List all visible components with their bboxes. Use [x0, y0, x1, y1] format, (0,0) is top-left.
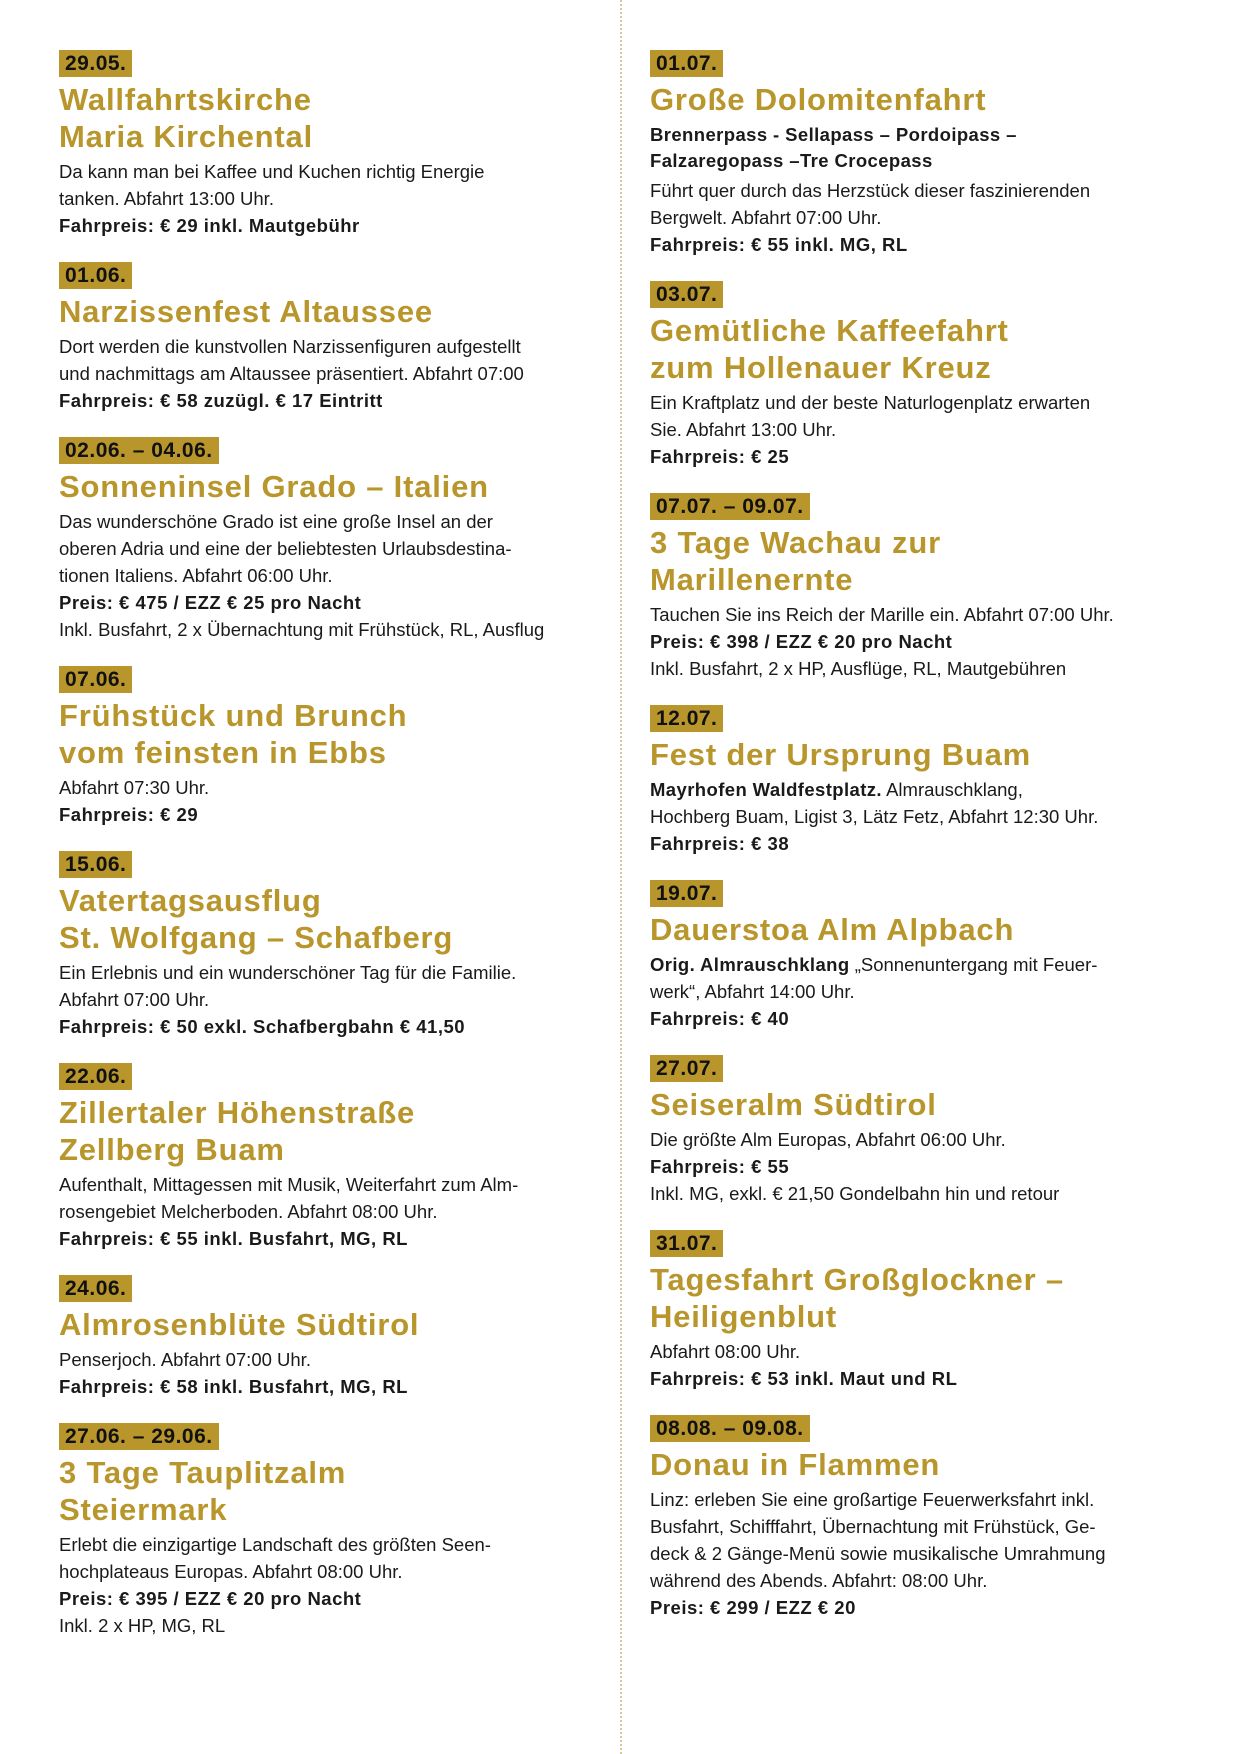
trip-price: Preis: € 299 / EZZ € 20 — [650, 1597, 856, 1618]
description-line — [650, 951, 1205, 978]
description-line: Sie. Abfahrt 13:00 Uhr. — [650, 419, 837, 440]
trip-price: Fahrpreis: € 29 — [59, 804, 199, 825]
description-highlight: Orig. Almrauschklang — [650, 954, 850, 975]
trip-title — [650, 312, 1205, 386]
trip-title-line: Vatertagsausflug — [59, 883, 322, 918]
trip-title-line: Marillenernte — [650, 562, 854, 597]
trip-title — [59, 1306, 614, 1343]
date-badge: 01.07. — [650, 50, 723, 77]
date-badge: 03.07. — [650, 281, 723, 308]
trip-title-line: Sonneninsel Grado – Italien — [59, 469, 489, 504]
trip-description — [59, 333, 614, 387]
trip-title-line: St. Wolfgang – Schafberg — [59, 920, 454, 955]
trip-title — [650, 1261, 1205, 1335]
trip-description — [650, 1486, 1205, 1594]
description-line: Führt quer durch das Herzstück dieser faszinierenden — [650, 180, 1091, 201]
trip-title-line: Dauerstoa Alm Alpbach — [650, 912, 1015, 947]
trip-entry — [59, 1275, 614, 1400]
trip-title — [650, 1086, 1205, 1123]
description-line: Bergwelt. Abfahrt 07:00 Uhr. — [650, 207, 882, 228]
trip-price: Preis: € 398 / EZZ € 20 pro Nacht — [650, 631, 953, 652]
trip-title — [59, 81, 614, 155]
trip-price: Fahrpreis: € 50 exkl. Schafbergbahn € 41,50 — [59, 1016, 466, 1037]
description-line: Abfahrt 07:00 Uhr. — [59, 989, 210, 1010]
trip-note: Inkl. 2 x HP, MG, RL — [59, 1615, 226, 1636]
description-line: und nachmittags am Altaussee präsentiert. Abfahrt 07:00 — [59, 363, 524, 384]
trip-description — [59, 1531, 614, 1585]
description-line: Linz: erleben Sie eine großartige Feuerwerksfahrt inkl. — [650, 1489, 1095, 1510]
trip-title — [650, 911, 1205, 948]
description-line: Hochberg Buam, Ligist 3, Lätz Fetz, Abfahrt 12:30 Uhr. — [650, 806, 1099, 827]
trip-title-line: Heiligenblut — [650, 1299, 837, 1334]
trip-description — [650, 389, 1205, 443]
trip-title-line: Steiermark — [59, 1492, 228, 1527]
description-line: Erlebt die einzigartige Landschaft des größten Seen- — [59, 1534, 491, 1555]
trip-title — [650, 81, 1205, 118]
trip-title-line: Zellberg Buam — [59, 1132, 285, 1167]
description-line: werk“, Abfahrt 14:00 Uhr. — [650, 981, 855, 1002]
trip-price: Fahrpreis: € 29 inkl. Mautgebühr — [59, 215, 360, 236]
trip-title-line: 3 Tage Wachau zur — [650, 525, 941, 560]
trip-price: Fahrpreis: € 55 inkl. Busfahrt, MG, RL — [59, 1228, 408, 1249]
trip-title-line: Fest der Ursprung Buam — [650, 737, 1032, 772]
description-line: Busfahrt, Schifffahrt, Übernachtung mit Frühstück, Ge- — [650, 1516, 1096, 1537]
description-line: tanken. Abfahrt 13:00 Uhr. — [59, 188, 274, 209]
trip-title — [59, 882, 614, 956]
trip-title-line: Narzissenfest Altaussee — [59, 294, 433, 329]
trip-title-line: Donau in Flammen — [650, 1447, 941, 1482]
trip-entry — [59, 851, 614, 1040]
trip-price: Fahrpreis: € 58 zuzügl. € 17 Eintritt — [59, 390, 383, 411]
route-subtitle-line: Brennerpass - Sellapass – Pordoipass – — [650, 124, 1017, 145]
trip-title-line: 3 Tage Tauplitzalm — [59, 1455, 347, 1490]
right-column — [650, 50, 1205, 1644]
trip-title-line: Zillertaler Höhenstraße — [59, 1095, 416, 1130]
description-line: hochplateaus Europas. Abfahrt 08:00 Uhr. — [59, 1561, 403, 1582]
trip-title — [59, 468, 614, 505]
description-line: Ein Erlebnis und ein wunderschöner Tag für die Familie. — [59, 962, 517, 983]
trip-entry — [59, 1423, 614, 1639]
description-line: tionen Italiens. Abfahrt 06:00 Uhr. — [59, 565, 333, 586]
route-subtitle-line: Falzaregopass –Tre Crocepass — [650, 150, 933, 171]
trip-price: Fahrpreis: € 55 inkl. MG, RL — [650, 234, 908, 255]
date-badge: 15.06. — [59, 851, 132, 878]
trip-entry — [59, 1063, 614, 1252]
description-line: Tauchen Sie ins Reich der Marille ein. Abfahrt 07:00 Uhr. — [650, 604, 1114, 625]
trip-description — [650, 1126, 1205, 1153]
description-line: Abfahrt 07:30 Uhr. — [59, 777, 210, 798]
trip-description — [59, 508, 614, 589]
trip-entry — [650, 1055, 1205, 1207]
trip-description — [59, 1346, 614, 1373]
trip-entry — [650, 493, 1205, 682]
trip-price: Fahrpreis: € 25 — [650, 446, 790, 467]
trip-title — [650, 1446, 1205, 1483]
left-column — [59, 50, 614, 1662]
description-line: Da kann man bei Kaffee und Kuchen richtig Energie — [59, 161, 485, 182]
description-line: Die größte Alm Europas, Abfahrt 06:00 Uhr. — [650, 1129, 1006, 1150]
trip-entry — [650, 880, 1205, 1032]
trip-price: Fahrpreis: € 58 inkl. Busfahrt, MG, RL — [59, 1376, 408, 1397]
date-badge: 27.06. – 29.06. — [59, 1423, 219, 1450]
trip-price: Fahrpreis: € 53 inkl. Maut und RL — [650, 1368, 958, 1389]
trip-description — [59, 1171, 614, 1225]
description-line: oberen Adria und eine der beliebtesten Urlaubsdestina- — [59, 538, 512, 559]
description-line — [650, 776, 1205, 803]
trip-entry — [650, 1230, 1205, 1392]
trip-entry — [650, 281, 1205, 470]
trip-entry — [59, 437, 614, 643]
description-line: während des Abends. Abfahrt: 08:00 Uhr. — [650, 1570, 988, 1591]
trip-title — [59, 293, 614, 330]
trip-title-line: Seiseralm Südtirol — [650, 1087, 937, 1122]
description-line: Abfahrt 08:00 Uhr. — [650, 1341, 801, 1362]
date-badge: 27.07. — [650, 1055, 723, 1082]
description-line: deck & 2 Gänge-Menü sowie musikalische Umrahmung — [650, 1543, 1106, 1564]
description-text: „Sonnenuntergang mit Feuer- — [849, 954, 1098, 975]
trip-description — [650, 177, 1205, 231]
trip-price: Fahrpreis: € 55 — [650, 1156, 790, 1177]
column-divider — [620, 0, 622, 1754]
trip-title-line: zum Hollenauer Kreuz — [650, 350, 992, 385]
date-badge: 12.07. — [650, 705, 723, 732]
description-line: Aufenthalt, Mittagessen mit Musik, Weiterfahrt zum Alm- — [59, 1174, 519, 1195]
trip-note: Inkl. Busfahrt, 2 x HP, Ausflüge, RL, Mautgebühren — [650, 658, 1067, 679]
trip-entry — [59, 666, 614, 828]
trip-title-line: Almrosenblüte Südtirol — [59, 1307, 420, 1342]
trip-description — [59, 959, 614, 1013]
trip-entry — [650, 705, 1205, 857]
trip-price: Fahrpreis: € 40 — [650, 1008, 790, 1029]
trip-title-line: Gemütliche Kaffeefahrt — [650, 313, 1009, 348]
route-subtitle — [650, 122, 1205, 174]
trip-title-line: Tagesfahrt Großglockner – — [650, 1262, 1064, 1297]
trip-title — [650, 736, 1205, 773]
date-badge: 08.08. – 09.08. — [650, 1415, 810, 1442]
description-line: Ein Kraftplatz und der beste Naturlogenplatz erwarten — [650, 392, 1091, 413]
trip-title-line: Wallfahrtskirche — [59, 82, 312, 117]
trip-note: Inkl. MG, exkl. € 21,50 Gondelbahn hin und retour — [650, 1183, 1060, 1204]
trip-description — [650, 776, 1205, 830]
trip-entry — [59, 50, 614, 239]
date-badge: 22.06. — [59, 1063, 132, 1090]
date-badge: 07.07. – 09.07. — [650, 493, 810, 520]
trip-title-line: Maria Kirchental — [59, 119, 313, 154]
description-highlight: Mayrhofen Waldfestplatz. — [650, 779, 882, 800]
trip-note: Inkl. Busfahrt, 2 x Übernachtung mit Frühstück, RL, Ausflug — [59, 619, 545, 640]
trip-title — [650, 524, 1205, 598]
date-badge: 02.06. – 04.06. — [59, 437, 219, 464]
trip-description — [650, 601, 1205, 628]
trip-title-line: Große Dolomitenfahrt — [650, 82, 987, 117]
trip-title — [59, 697, 614, 771]
date-badge: 19.07. — [650, 880, 723, 907]
date-badge: 29.05. — [59, 50, 132, 77]
date-badge: 24.06. — [59, 1275, 132, 1302]
trip-title — [59, 1094, 614, 1168]
trip-title — [59, 1454, 614, 1528]
date-badge: 01.06. — [59, 262, 132, 289]
trip-entry — [59, 262, 614, 414]
trip-title-line: Frühstück und Brunch — [59, 698, 408, 733]
trip-price: Preis: € 475 / EZZ € 25 pro Nacht — [59, 592, 362, 613]
date-badge: 31.07. — [650, 1230, 723, 1257]
trip-price: Preis: € 395 / EZZ € 20 pro Nacht — [59, 1588, 362, 1609]
trip-price: Fahrpreis: € 38 — [650, 833, 790, 854]
trip-description — [650, 1338, 1205, 1365]
trip-description — [59, 774, 614, 801]
description-line: Penserjoch. Abfahrt 07:00 Uhr. — [59, 1349, 311, 1370]
description-line: Das wunderschöne Grado ist eine große Insel an der — [59, 511, 493, 532]
description-line: Dort werden die kunstvollen Narzissenfiguren aufgestellt — [59, 336, 521, 357]
trip-description — [59, 158, 614, 212]
trip-description — [650, 951, 1205, 1005]
description-text: Almrauschklang, — [881, 779, 1023, 800]
trip-entry — [650, 1415, 1205, 1621]
trip-entry — [650, 50, 1205, 258]
date-badge: 07.06. — [59, 666, 132, 693]
trip-title-line: vom feinsten in Ebbs — [59, 735, 387, 770]
description-line: rosengebiet Melcherboden. Abfahrt 08:00 Uhr. — [59, 1201, 438, 1222]
